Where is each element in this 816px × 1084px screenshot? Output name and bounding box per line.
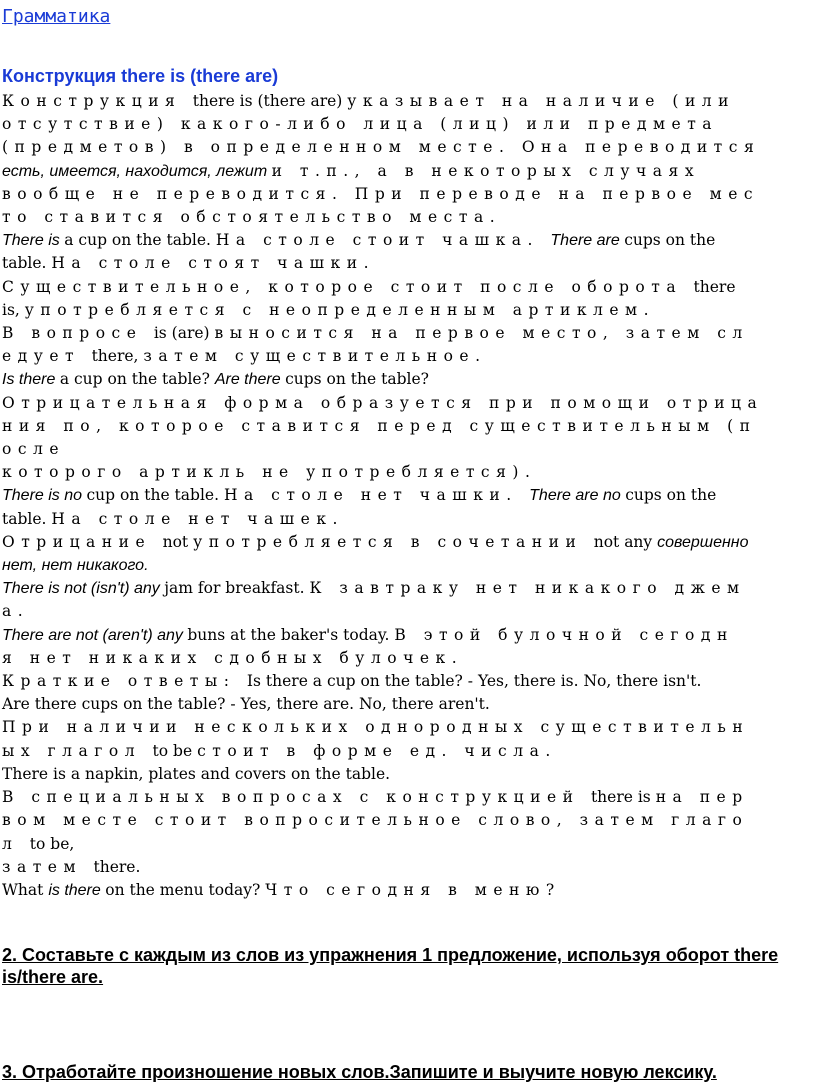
text-run: На столе стоят чашки. bbox=[51, 254, 376, 273]
grammar-explanation bbox=[2, 90, 814, 902]
text-run: есть, имеется, находится, лежит bbox=[2, 162, 272, 180]
text-run: on the menu today? bbox=[105, 880, 266, 899]
text-run: то ставится обстоятельство места. bbox=[2, 208, 502, 227]
text-line bbox=[2, 693, 814, 716]
text-run: нет, нет никакого. bbox=[2, 557, 149, 575]
text-line bbox=[2, 856, 814, 879]
text-run: There is not (isn't) any bbox=[2, 580, 165, 598]
text-run: a cup on the table. bbox=[64, 231, 216, 250]
text-run: There is bbox=[2, 232, 65, 250]
text-line bbox=[2, 577, 814, 600]
text-run: cups on the bbox=[625, 486, 717, 505]
text-run: is there bbox=[48, 881, 106, 899]
text-run: На столе стоит чашка. bbox=[215, 231, 551, 250]
text-run: to be, bbox=[29, 834, 75, 853]
text-line bbox=[2, 484, 814, 507]
text-run: is (are) bbox=[153, 324, 215, 343]
text-run: not bbox=[162, 532, 194, 551]
text-run: Is there a cup on the table? - Yes, there is. No, there isn't. bbox=[246, 672, 702, 691]
text-run: jam for breakfast. bbox=[164, 579, 310, 598]
text-run: There are not (aren't) any bbox=[2, 626, 188, 644]
text-run: и т.п., а в некоторых случаях bbox=[271, 161, 701, 180]
task-3: 3. Отработайте произношение новых слов.Запишите и выучите новую лексику. bbox=[2, 1062, 717, 1082]
text-line bbox=[2, 415, 814, 438]
text-run: Is there bbox=[2, 371, 60, 389]
text-run: there. bbox=[93, 857, 141, 876]
text-line bbox=[2, 206, 814, 229]
text-run: There is no bbox=[2, 487, 87, 505]
text-line bbox=[2, 90, 814, 113]
text-run: вообще не переводится. При переводе на первое мес bbox=[2, 184, 760, 203]
text-run: buns at the baker's today. bbox=[187, 625, 395, 644]
text-run: отсутствие) какого-либо лица (лиц) или предмета bbox=[2, 115, 719, 134]
text-run: There are no bbox=[529, 487, 626, 505]
text-line bbox=[2, 554, 814, 577]
text-line bbox=[2, 392, 814, 415]
text-run: Отрицание bbox=[2, 532, 163, 551]
text-line bbox=[2, 833, 814, 856]
text-run: которого артикль не употребляется). bbox=[2, 463, 537, 482]
text-run: На столе нет чашки. bbox=[223, 486, 530, 505]
text-run: На столе нет чашек. bbox=[51, 509, 344, 528]
text-run: употребляется в сочетании bbox=[193, 532, 594, 551]
text-line bbox=[2, 809, 814, 832]
text-run: В вопросе bbox=[2, 324, 154, 343]
text-run: затем существительное. bbox=[143, 347, 487, 366]
text-run: употребляется с неопределенным артиклем. bbox=[24, 300, 656, 319]
text-run: ния по, которое ставится перед существительным (п bbox=[2, 416, 757, 435]
text-line bbox=[2, 368, 814, 391]
text-line bbox=[2, 879, 814, 902]
text-run: a cup on the table? bbox=[59, 370, 215, 389]
text-run: there is bbox=[590, 788, 656, 807]
text-run: cups on the bbox=[624, 231, 716, 250]
text-line bbox=[2, 345, 814, 368]
text-run: There are bbox=[550, 232, 625, 250]
text-run: cups on the table? bbox=[285, 370, 429, 389]
text-run: there is (there are) bbox=[192, 92, 348, 110]
text-run: (предметов) в определенном месте. Она переводится bbox=[2, 138, 761, 157]
text-line bbox=[2, 229, 814, 252]
page-title[interactable]: Грамматика bbox=[2, 6, 111, 27]
text-run: there, bbox=[91, 347, 144, 366]
text-run: л bbox=[2, 834, 30, 853]
text-run: В этой булочной сегодн bbox=[394, 625, 734, 644]
text-run: There is a napkin, plates and covers on the table. bbox=[2, 764, 391, 783]
text-run: What bbox=[2, 880, 49, 899]
text-run: затем bbox=[2, 857, 94, 876]
text-line bbox=[2, 252, 814, 275]
text-line bbox=[2, 136, 814, 159]
text-line bbox=[2, 647, 814, 670]
text-run: Конструкция bbox=[2, 92, 193, 110]
text-line bbox=[2, 716, 814, 739]
text-run: В специальных вопросах с конструкцией bbox=[2, 788, 591, 807]
text-run: to be bbox=[152, 741, 198, 760]
text-run: К завтраку нет никакого джем bbox=[309, 579, 746, 598]
text-run: cup on the table. bbox=[86, 486, 224, 505]
text-run: table. bbox=[2, 254, 52, 273]
text-line bbox=[2, 183, 814, 206]
text-run: совершенно bbox=[657, 533, 749, 551]
section-heading: Конструкция there is (there are) bbox=[2, 66, 279, 86]
text-line bbox=[2, 322, 814, 345]
text-run: not any bbox=[593, 532, 658, 551]
text-run: а. bbox=[2, 602, 30, 621]
text-run: выносится на первое место, затем сл bbox=[214, 324, 749, 343]
text-line bbox=[2, 740, 814, 763]
text-line bbox=[2, 763, 814, 786]
text-line bbox=[2, 276, 814, 299]
text-line bbox=[2, 508, 814, 531]
text-line bbox=[2, 786, 814, 809]
text-line bbox=[2, 531, 814, 554]
text-run: Краткие ответы: bbox=[2, 672, 247, 691]
text-run: Существительное, которое стоит после оборота bbox=[2, 277, 694, 296]
text-run: стоит в форме ед. числа. bbox=[197, 741, 557, 760]
text-run: вом месте стоит вопросительное слово, затем глаго bbox=[2, 811, 749, 830]
text-line bbox=[2, 160, 814, 183]
text-run: ых глагол bbox=[2, 741, 153, 760]
task-2: 2. Составьте с каждым из слов из упражнения 1 предложение, используя оборот there is/there are. bbox=[2, 945, 779, 987]
text-run: При наличии нескольких однородных существительн bbox=[2, 718, 750, 737]
text-run: is, bbox=[2, 300, 25, 319]
text-run: осле bbox=[2, 440, 66, 459]
text-run: Are there cups on the table? - Yes, there are. No, there aren't. bbox=[2, 695, 490, 714]
text-line bbox=[2, 600, 814, 623]
text-run: table. bbox=[2, 509, 52, 528]
text-line bbox=[2, 624, 814, 647]
text-run: Are there bbox=[214, 371, 286, 389]
text-run: Отрицательная форма образуется при помощи отрица bbox=[2, 393, 764, 412]
text-line bbox=[2, 438, 814, 461]
text-run: Что сегодня в меню? bbox=[265, 880, 561, 899]
text-run: указывает на наличие (или bbox=[347, 92, 735, 110]
text-line bbox=[2, 113, 814, 136]
text-run: на пер bbox=[655, 788, 749, 807]
text-run: there bbox=[693, 277, 736, 296]
text-line bbox=[2, 461, 814, 484]
text-run: я нет никаких сдобных булочек. bbox=[2, 648, 464, 667]
text-run: едует bbox=[2, 347, 92, 366]
text-line bbox=[2, 299, 814, 322]
text-line bbox=[2, 670, 814, 693]
